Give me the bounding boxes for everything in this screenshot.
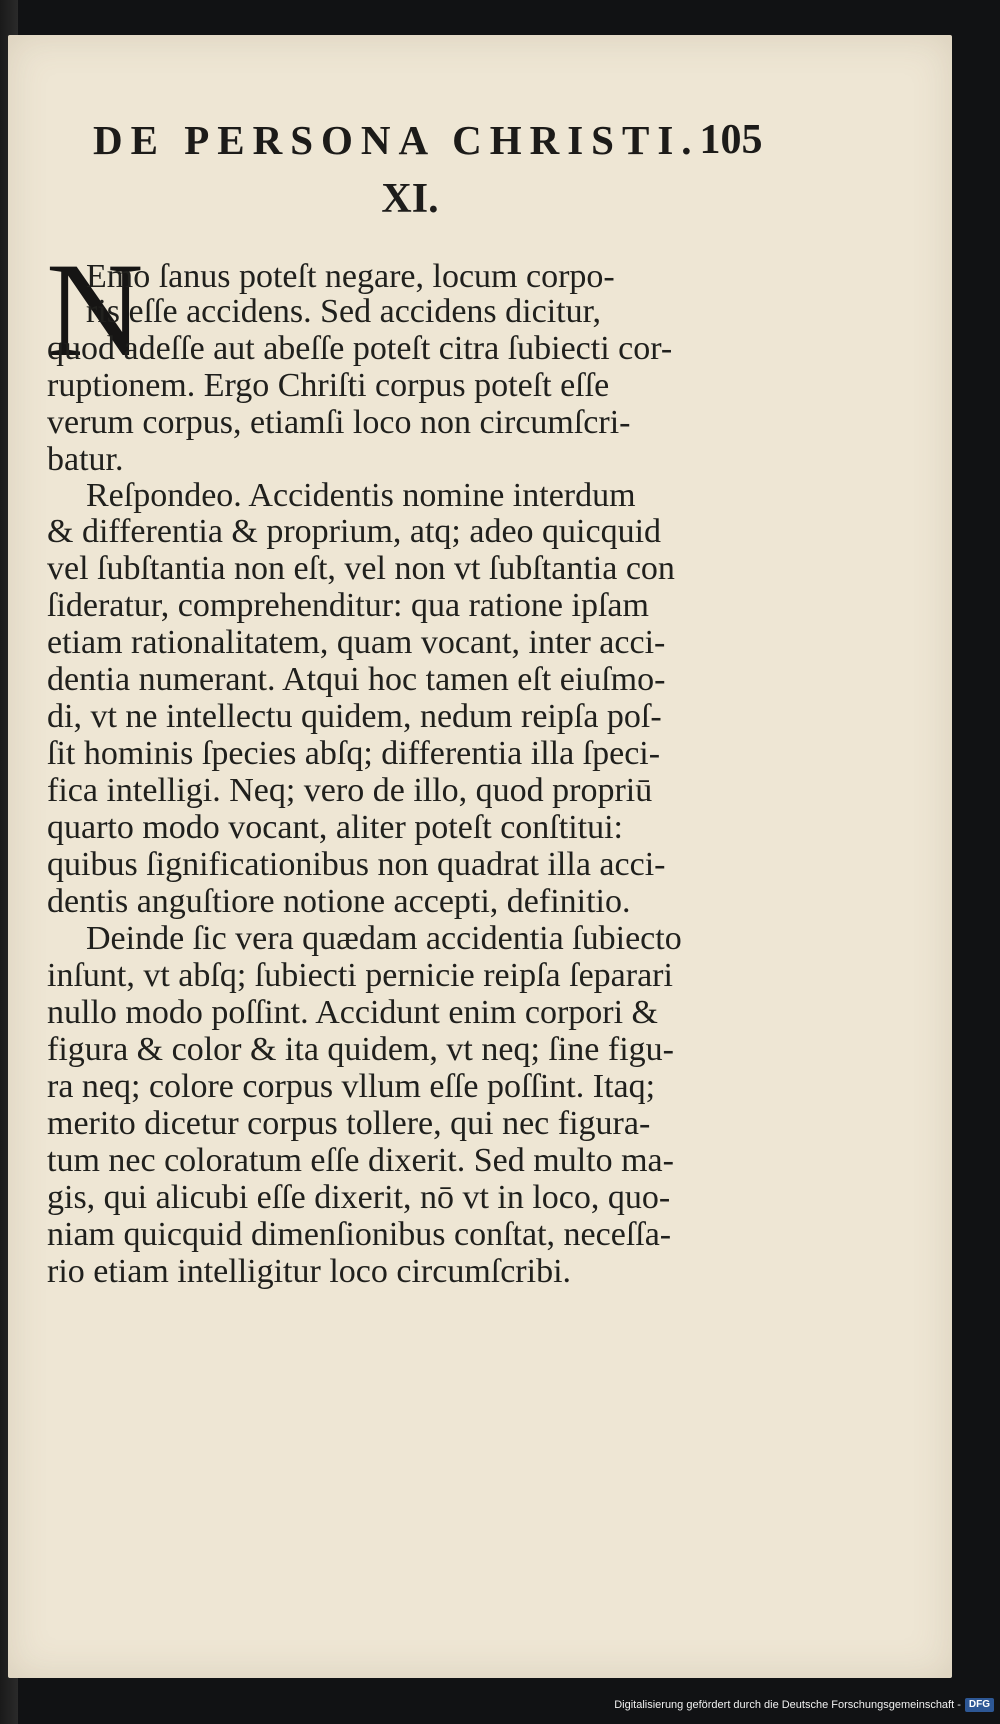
book-page [8, 35, 952, 1678]
text-line: figura & color & ita quidem, vt neq; ſine figu- [47, 1031, 674, 1068]
credit-text: Digitalisierung gefördert durch die Deutsche Forschungsgemeinschaft - [614, 1699, 961, 1711]
text-line: niam quicquid dimenſionibus conſtat, neceſſa- [47, 1216, 672, 1253]
page-header [93, 105, 763, 175]
text-line: quibus ſignificationibus non quadrat illa acci- [47, 846, 666, 883]
text-line: Deinde ſic vera quædam accidentia ſubiecto [86, 920, 682, 957]
page-number: 105 [699, 117, 763, 163]
dfg-logo: DFG [965, 1698, 994, 1712]
text-line: quod adeſſe aut abeſſe poteſt citra ſubiecti cor- [47, 330, 673, 367]
text-line: batur. [47, 441, 124, 478]
text-line: & differentia & proprium, atq; adeo quicquid [47, 513, 662, 550]
text-line: inſunt, vt abſq; ſubiecti pernicie reipſa ſeparari [47, 957, 673, 994]
text-line: merito dicetur corpus tollere, qui nec figura- [47, 1105, 651, 1142]
text-line: etiam rationalitatem, quam vocant, inter acci- [47, 624, 666, 661]
drop-cap: N [46, 236, 144, 385]
text-line: ra neq; colore corpus vllum eſſe poſſint. Itaq; [47, 1068, 656, 1105]
text-line: Emo ſanus poteſt negare, locum corpo- [86, 258, 615, 295]
text-line: ruptionem. Ergo Chriſti corpus poteſt eſſe [47, 367, 610, 404]
text-line: Reſpondeo. Accidentis nomine interdum [86, 477, 636, 514]
text-line: vel ſubſtantia non eſt, vel non vt ſubſtantia con [47, 550, 675, 587]
text-line: dentis anguſtiore notione accepti, definitio. [47, 883, 631, 920]
digitization-credit [610, 1692, 994, 1718]
text-line: ſit hominis ſpecies abſq; differentia illa ſpeci- [47, 735, 661, 772]
text-line: verum corpus, etiamſi loco non circumſcri- [47, 404, 631, 441]
text-line: gis, qui alicubi eſſe dixerit, nō vt in loco, quo- [47, 1179, 671, 1216]
text-line: fica intelligi. Neq; vero de illo, quod propriū [47, 772, 653, 809]
text-line: nullo modo poſſint. Accidunt enim corpori & [47, 994, 658, 1031]
text-line: di, vt ne intellectu quidem, nedum reipſa poſ- [47, 698, 662, 735]
text-line: ris eſſe accidens. Sed accidens dicitur, [86, 293, 602, 330]
text-line: tum nec coloratum eſſe dixerit. Sed multo ma- [47, 1142, 674, 1179]
text-line: quarto modo vocant, aliter poteſt conſtitui: [47, 809, 623, 846]
text-line: ſideratur, comprehenditur: qua ratione ipſam [47, 587, 649, 624]
running-title: DE PERSONA CHRISTI. [93, 117, 700, 163]
text-line: dentia numerant. Atqui hoc tamen eſt eiuſmo- [47, 661, 666, 698]
chapter-heading: XI. [381, 176, 439, 222]
text-line: rio etiam intelligitur loco circumſcribi. [47, 1253, 572, 1290]
